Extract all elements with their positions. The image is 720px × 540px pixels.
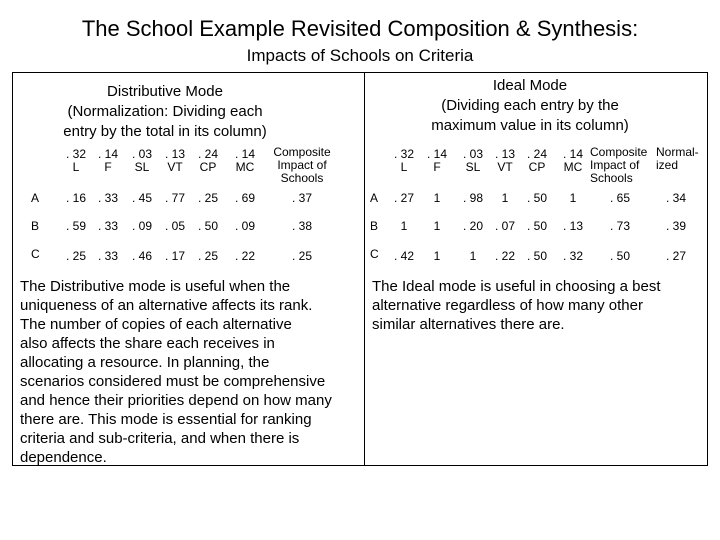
distributive-heading-line: entry by the total in its column) [63,123,267,140]
ideal-cell: 1 [400,219,408,233]
ideal-normalized-cell: . 27 [665,249,686,263]
dist-cell: . 77 [164,191,185,205]
dist-col-header: . 13 VT [164,147,185,174]
ideal-cell: . 42 [393,249,414,263]
dist-composite-header: Composite Impact of Schools [273,145,331,185]
dist-col-header: . 14 MC [234,147,255,174]
dist-row-label: C [31,247,40,261]
dist-composite-cell: . 37 [291,191,312,205]
ideal-cell: . 98 [462,191,483,205]
ideal-cell: 1 [433,219,441,233]
ideal-description: The Ideal mode is useful in choosing a best alternative regardless of how many other similar alternatives there are. [372,278,661,333]
ideal-heading-title: Ideal Mode [492,77,568,94]
dist-row-label: B [31,219,40,233]
ideal-row-label: C [370,247,379,261]
dist-cell: . 46 [131,249,152,263]
ideal-cell: . 07 [494,219,515,233]
ideal-cell: . 13 [562,219,583,233]
dist-cell: . 33 [97,249,118,263]
dist-composite-cell: . 25 [291,249,312,263]
dist-cell: . 05 [164,219,185,233]
distributive-heading-title: Distributive Mode [107,83,223,100]
ideal-cell: . 22 [494,249,515,263]
distributive-heading [40,82,290,142]
ideal-heading [400,76,660,136]
ideal-cell: . 20 [462,219,483,233]
ideal-row-label: B [370,219,379,233]
dist-col-header: . 24 CP [197,147,218,174]
dist-cell: . 22 [234,249,255,263]
ideal-cell: . 50 [526,191,547,205]
dist-cell: . 59 [65,219,86,233]
distributive-heading-line: (Normalization: Dividing each [67,103,263,120]
ideal-col-header: . 13 VT [494,147,515,174]
dist-col-header: . 32 L [65,147,86,174]
ideal-cell: 1 [433,191,441,205]
ideal-composite-cell: . 50 [609,249,630,263]
ideal-cell: 1 [569,191,577,205]
dist-cell: . 33 [97,219,118,233]
ideal-cell: 1 [433,249,441,263]
ideal-normalized-header: Normal- ized [656,145,699,172]
ideal-normalized-cell: . 34 [665,191,686,205]
dist-cell: . 25 [197,249,218,263]
ideal-cell: . 50 [526,219,547,233]
dist-cell: . 33 [97,191,118,205]
dist-cell: . 17 [164,249,185,263]
ideal-col-header: . 24 CP [526,147,547,174]
ideal-composite-cell: . 65 [609,191,630,205]
ideal-composite-cell: . 73 [609,219,630,233]
dist-col-header: . 14 F [97,147,118,174]
ideal-col-header: . 14 F [426,147,447,174]
dist-cell: . 50 [197,219,218,233]
ideal-cell: . 50 [526,249,547,263]
dist-cell: . 25 [197,191,218,205]
ideal-col-header: . 32 L [393,147,414,174]
ideal-col-header: . 03 SL [462,147,483,174]
ideal-composite-header: Composite Impact of Schools [590,145,648,185]
ideal-cell: . 27 [393,191,414,205]
dist-col-header: . 03 SL [131,147,152,174]
ideal-normalized-cell: . 39 [665,219,686,233]
ideal-cell: . 32 [562,249,583,263]
dist-composite-cell: . 38 [291,219,312,233]
ideal-col-header: . 14 MC [562,147,583,174]
dist-cell: . 09 [131,219,152,233]
dist-cell: . 69 [234,191,255,205]
distributive-description: The Distributive mode is useful when the uniqueness of an alternative affects its rank. The number of copies of each alternative also affects the share each receives in allocating a resource. In planning, the scenarios considered must be comprehensive and hence their priorities depend on how many there are. This mode is essential for ranking criteria and sub-criteria, and when there is dependence. [20,278,332,466]
dist-cell: . 25 [65,249,86,263]
dist-cell: . 16 [65,191,86,205]
ideal-row-label: A [370,191,379,205]
slide-title: The School Example Revisited Composition & Synthesis: [81,16,639,41]
ideal-heading-line: (Dividing each entry by the [441,97,619,114]
dist-row-label: A [31,191,40,205]
slide-subtitle: Impacts of Schools on Criteria [246,46,474,65]
ideal-heading-line: maximum value in its column) [431,117,629,134]
ideal-cell: 1 [501,191,509,205]
ideal-cell: 1 [469,249,477,263]
dist-cell: . 45 [131,191,152,205]
dist-cell: . 09 [234,219,255,233]
